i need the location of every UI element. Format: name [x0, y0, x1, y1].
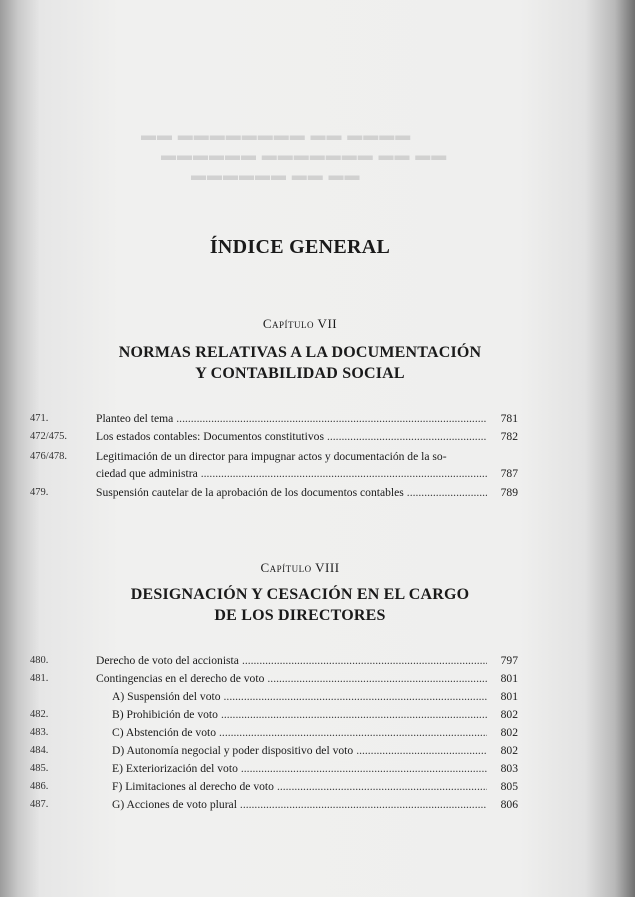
section-number: 485.: [30, 763, 49, 774]
dot-leader: [176, 410, 487, 428]
entry-title: A) Suspensión del voto: [112, 690, 221, 703]
dot-leader: [277, 778, 487, 796]
page-number: 797: [500, 654, 518, 667]
toc-entry[interactable]: [30, 706, 518, 724]
section-number: 483.: [30, 727, 49, 738]
dot-leader: [240, 796, 487, 814]
entry-title: F) Limitaciones al derecho de voto: [112, 780, 274, 793]
toc-entry[interactable]: [30, 796, 518, 814]
dot-leader: [407, 484, 487, 502]
section-number: 484.: [30, 745, 49, 756]
page-number: 787: [500, 467, 518, 480]
chapter-label: Capítulo VII: [262, 316, 338, 331]
section-number: 479.: [30, 487, 49, 498]
chapter-title-line: DE LOS DIRECTORES: [214, 607, 386, 624]
dot-leader: [219, 724, 487, 742]
section-number: 482.: [30, 709, 49, 720]
dot-leader: [221, 706, 487, 724]
entry-title: E) Exteriorización del voto: [112, 762, 238, 775]
section-number: 486.: [30, 781, 49, 792]
dot-leader: [327, 428, 487, 446]
toc-entry[interactable]: [30, 410, 518, 428]
page-number: 802: [500, 744, 518, 757]
section-number: 476/478.: [30, 451, 68, 462]
entry-title: C) Abstención de voto: [112, 726, 217, 739]
entry-title: Derecho de voto del accionista: [96, 654, 239, 667]
page-number: 805: [500, 780, 518, 793]
toc-entry[interactable]: [30, 670, 518, 688]
chapter-title-line: DESIGNACIÓN Y CESACIÓN EN EL CARGO: [130, 586, 470, 603]
chapter-label: Capítulo VIII: [260, 560, 340, 575]
page-number: 802: [500, 726, 518, 739]
dot-leader: [267, 670, 487, 688]
page-number: 803: [500, 762, 518, 775]
toc-entry[interactable]: [30, 448, 518, 482]
dot-leader: [201, 465, 487, 482]
toc-entry[interactable]: [30, 760, 518, 778]
dot-leader: [224, 688, 487, 706]
toc-entry[interactable]: [30, 484, 518, 502]
entry-title: D) Autonomía negocial y poder dispositivo del voto: [112, 744, 354, 757]
entry-title: Planteo del tema: [96, 412, 174, 425]
entry-title: Legitimación de un director para impugnar actos y documentación de la so-: [96, 450, 447, 463]
toc-entry[interactable]: [30, 742, 518, 760]
section-number: 472/475.: [30, 431, 68, 442]
toc-entry[interactable]: [30, 778, 518, 796]
page-number: 801: [500, 690, 518, 703]
page-number: 802: [500, 708, 518, 721]
section-number: 471.: [30, 413, 49, 424]
page-title: ÍNDICE GENERAL: [209, 236, 391, 258]
page-number: 781: [500, 412, 518, 425]
dot-leader: [242, 652, 487, 670]
toc-entry[interactable]: [30, 428, 518, 446]
page-number: 789: [500, 486, 518, 499]
chapter-title-line: Y CONTABILIDAD SOCIAL: [195, 365, 405, 382]
bleed-through-heading: ▬▬ ▬▬ ▬▬▬▬▬▬: [190, 168, 360, 184]
section-number: 487.: [30, 799, 49, 810]
toc-entry[interactable]: [30, 652, 518, 670]
toc-entry[interactable]: [30, 724, 518, 742]
toc-section: [30, 410, 518, 502]
section-number: 481.: [30, 673, 49, 684]
entry-title: G) Acciones de voto plural: [112, 798, 237, 811]
entry-title: Contingencias en el derecho de voto: [96, 672, 265, 685]
page-number: 782: [500, 430, 518, 443]
toc-section: [30, 652, 518, 814]
bleed-through-heading: ▬▬ ▬▬ ▬▬▬▬▬▬▬ ▬▬▬▬▬▬: [160, 148, 447, 164]
dot-leader: [241, 760, 487, 778]
bleed-through-heading: ▬▬▬▬ ▬▬ ▬▬▬▬▬▬▬▬ ▬▬: [140, 128, 411, 144]
section-number: 480.: [30, 655, 49, 666]
entry-title-continued: ciedad que administra: [96, 467, 198, 480]
entry-title: Suspensión cautelar de la aprobación de los documentos contables: [96, 486, 404, 499]
page-number: 801: [500, 672, 518, 685]
chapter-title-line: NORMAS RELATIVAS A LA DOCUMENTACIÓN: [118, 344, 482, 361]
page-number: 806: [500, 798, 518, 811]
chapter-title: [0, 584, 600, 626]
entry-title: B) Prohibición de voto: [112, 708, 218, 721]
chapter-title: [0, 342, 600, 384]
dot-leader: [356, 742, 487, 760]
entry-title: Los estados contables: Documentos constitutivos: [96, 430, 324, 443]
toc-entry[interactable]: [30, 688, 518, 706]
